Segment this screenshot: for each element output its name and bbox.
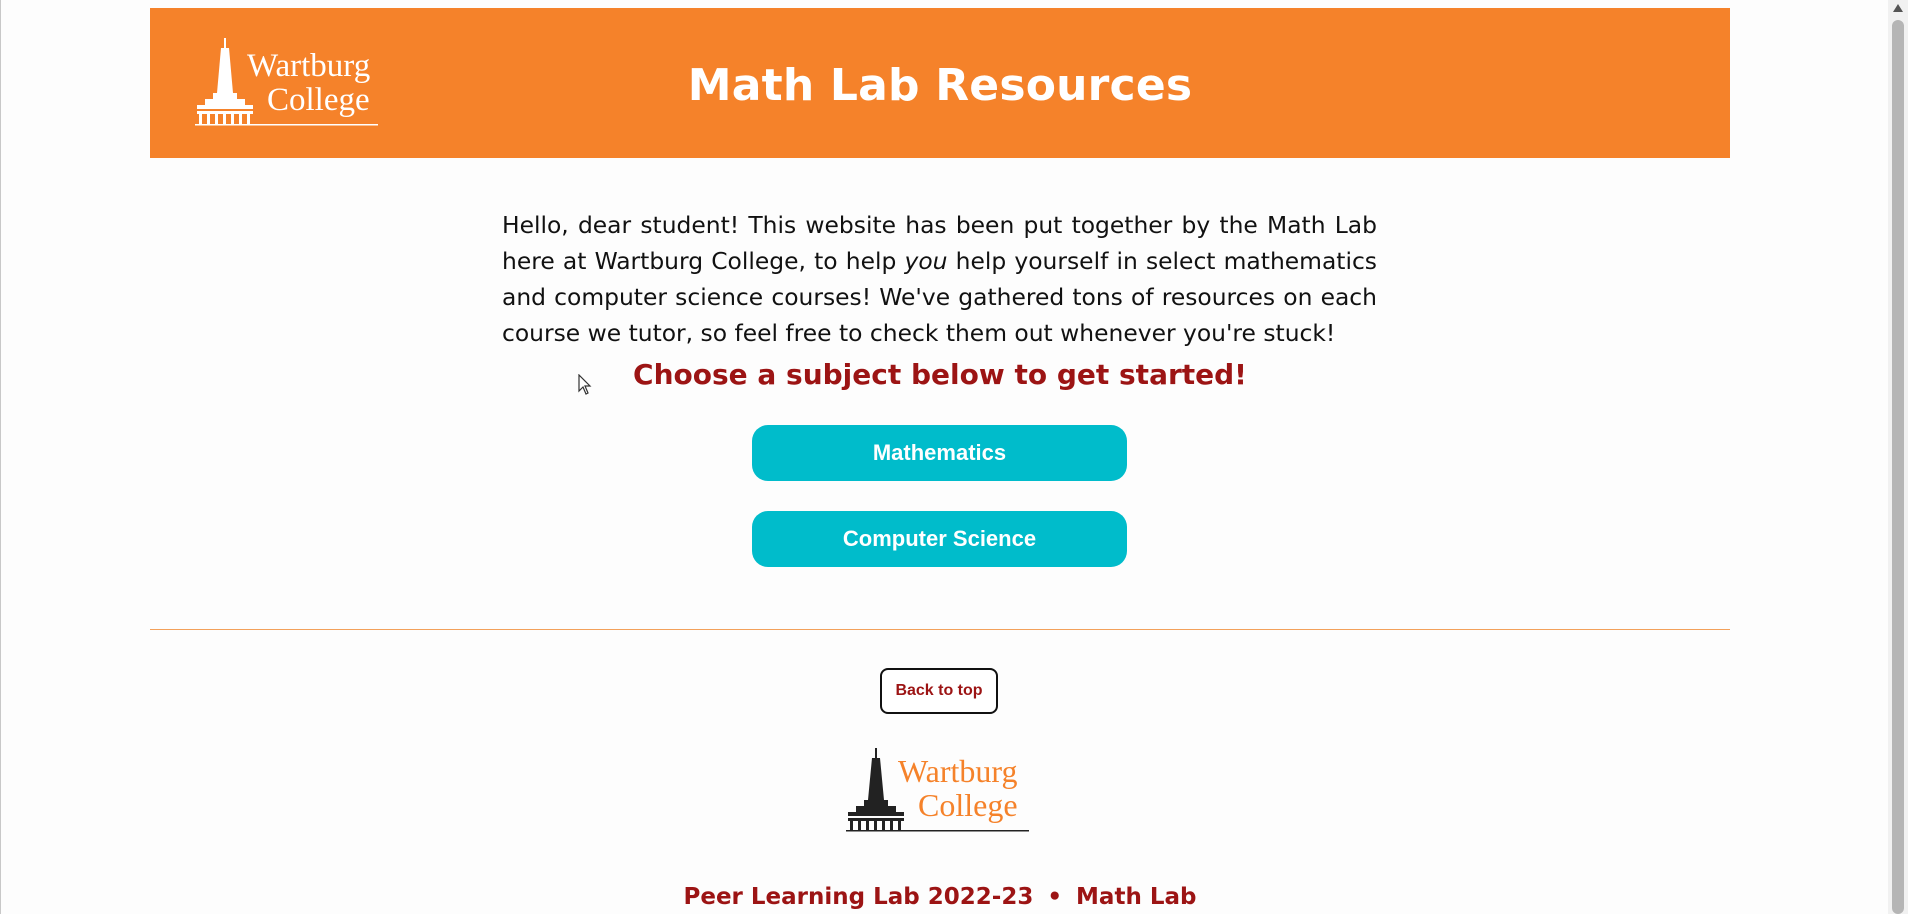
mathematics-button[interactable]: Mathematics (752, 425, 1127, 481)
intro-text-end: help yourself in select mathematics and computer science courses! We've gathered tons of resources on each course we tutor, so feel free to check them out whenever you're stuck! (502, 247, 1377, 348)
intro-text-start: Hello, dear student! This website has been put together by the Math Lab here at Wartburg College, to help (502, 211, 1377, 276)
svg-text:College: College (267, 82, 370, 118)
vertical-scrollbar[interactable] (1888, 0, 1908, 914)
scroll-up-arrow-icon[interactable] (1893, 4, 1903, 12)
footer-divider (150, 629, 1730, 630)
window-edge (0, 0, 1, 914)
svg-text:Wartburg: Wartburg (247, 48, 371, 84)
computer-science-button[interactable]: Computer Science (752, 511, 1127, 567)
intro-emphasis: you (904, 247, 948, 276)
wartburg-footer-logo[interactable] (846, 748, 1031, 834)
mouse-cursor-icon (578, 374, 592, 396)
footer-credits (150, 884, 1730, 910)
back-to-top-button[interactable]: Back to top (880, 668, 998, 714)
intro-paragraph (502, 207, 1377, 351)
svg-text:College: College (918, 787, 1018, 823)
page-title: Math Lab Resources (687, 60, 1193, 111)
svg-text:Wartburg: Wartburg (898, 753, 1018, 789)
credit-peer-learning: Peer Learning Lab 2022-23 (683, 884, 1034, 910)
credit-math-lab: Math Lab (1076, 884, 1197, 910)
page (150, 8, 1730, 914)
site-header (150, 8, 1730, 158)
credit-separator: • (1047, 884, 1063, 910)
choose-subject-heading: Choose a subject below to get started! (633, 358, 1247, 391)
scrollbar-thumb[interactable] (1892, 20, 1904, 914)
